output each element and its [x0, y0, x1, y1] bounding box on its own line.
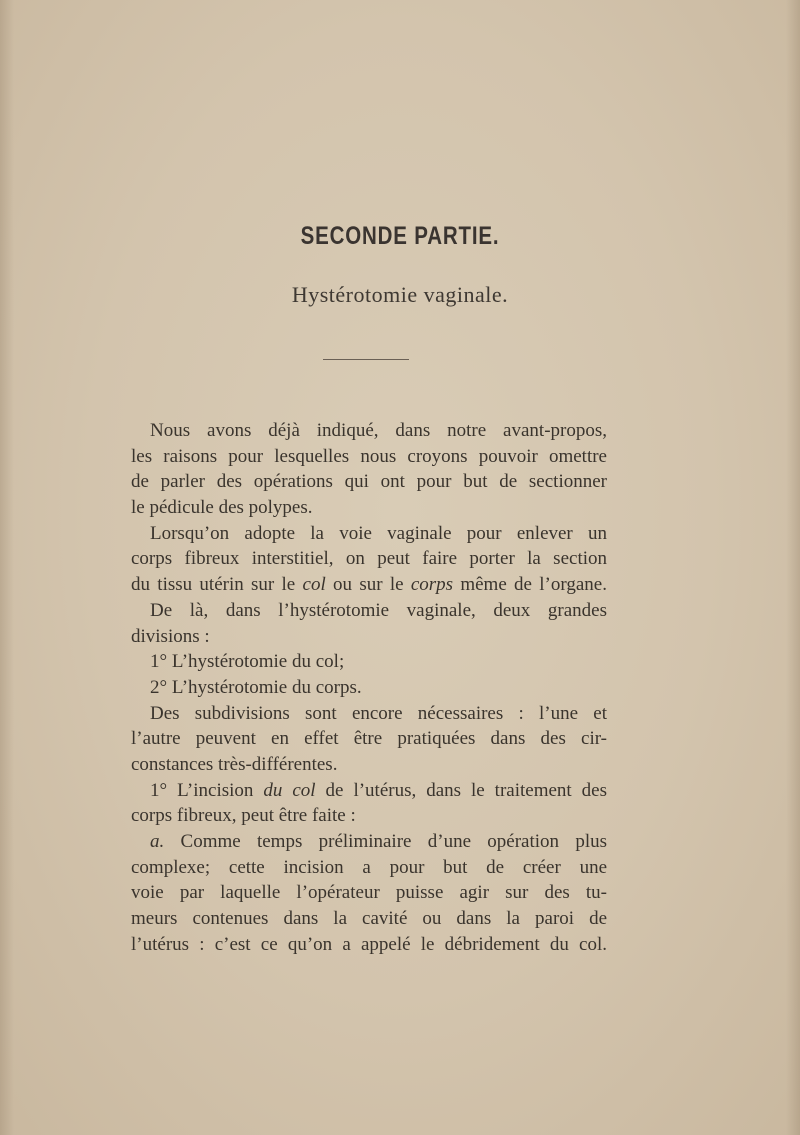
text-line: meurs contenues dans la cavité ou dans la paroi de — [131, 908, 607, 930]
text-run: 1° L’incision — [150, 779, 264, 801]
text-line: de parler des opérations qui ont pour but de sectionner — [131, 471, 607, 493]
text-line: De là, dans l’hystérotomie vaginale, deux grandes — [150, 599, 607, 621]
text-line: l’autre peuvent en effet être pratiquées dans des cir- — [131, 728, 607, 750]
text-line: Nous avons déjà indiqué, dans notre avant-propos, — [150, 420, 607, 441]
text-line-with-italics — [131, 778, 607, 804]
italic-term-du-col: du col — [263, 779, 316, 801]
text-line: les raisons pour lesquelles nous croyons pouvoir omettre — [131, 445, 607, 467]
text-line: constances très-différentes. — [131, 753, 338, 775]
body-text — [131, 418, 607, 957]
chapter-subtitle: Hystérotomie vaginale. — [291, 282, 509, 307]
page-edge-shadow-right — [786, 0, 800, 1135]
italic-term-corps: corps — [410, 574, 454, 596]
list-item: 2° L’hystérotomie du corps. — [150, 676, 362, 698]
separator-rule — [323, 359, 409, 360]
list-item: 1° L’hystérotomie du col; — [150, 651, 345, 673]
page-edge-shadow-left — [0, 0, 14, 1135]
text-line-with-italics — [131, 572, 607, 598]
text-run: du tissu utérin sur le — [131, 574, 303, 596]
text-line: voie par laquelle l’opérateur puisse agir sur des tu- — [131, 882, 607, 904]
text-line: complexe; cette incision a pour but de créer une — [131, 856, 607, 878]
text-line: corps fibreux interstitiel, on peut faire porter la section — [131, 548, 607, 570]
text-line: le pédicule des polypes. — [131, 497, 313, 519]
text-line: divisions : — [131, 625, 210, 647]
text-line-with-italics — [131, 829, 607, 855]
text-line: corps fibreux, peut être faite : — [131, 805, 356, 827]
text-line: Lorsqu’on adopte la voie vaginale pour enlever un — [150, 522, 607, 544]
text-run: de l’utérus, dans le traitement des — [315, 779, 607, 801]
text-line: l’utérus : c’est ce qu’on a appelé le débridement du col. — [131, 933, 607, 955]
italic-letter-a: a. — [150, 831, 165, 852]
text-line: Des subdivisions sont encore nécessaires : l’une et — [150, 702, 607, 724]
text-run: Comme temps préliminaire d’une opération plus — [164, 831, 607, 852]
text-run: ou sur le — [325, 574, 411, 596]
part-title: SECONDE PARTIE. — [300, 222, 500, 250]
italic-term-col: col — [302, 574, 326, 596]
text-run: même de l’organe. — [453, 574, 607, 596]
